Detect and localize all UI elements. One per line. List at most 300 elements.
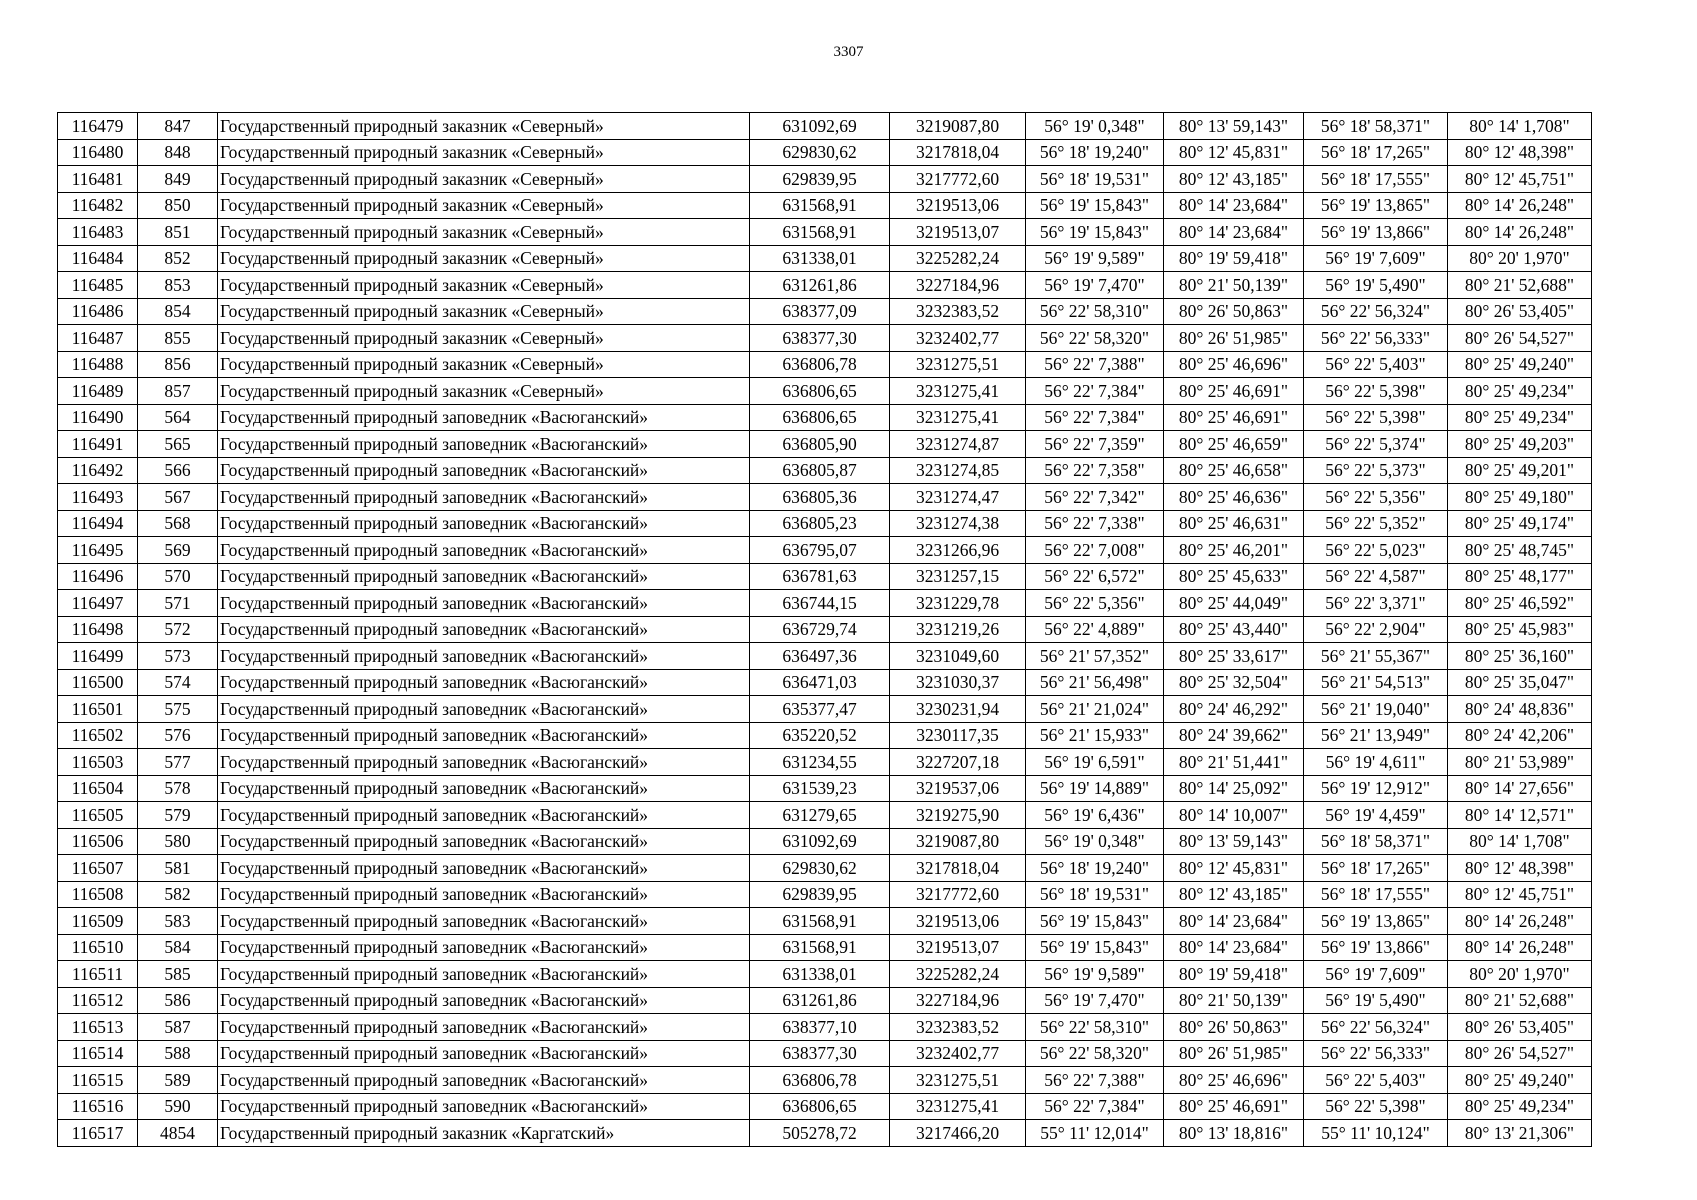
latitude-1-cell: 56° 19' 15,843" [1026,908,1164,935]
longitude-2-cell: 80° 26' 53,405" [1448,298,1592,325]
coord-x-cell: 629839,95 [750,881,890,908]
territory-name-cell: Государственный природный заповедник «Васюганский» [218,1093,750,1120]
latitude-2-cell: 56° 19' 7,609" [1304,245,1448,272]
latitude-2-cell: 56° 22' 5,023" [1304,537,1448,564]
coord-x-cell: 631568,91 [750,934,890,961]
territory-name-cell: Государственный природный заповедник «Васюганский» [218,722,750,749]
table-row [58,775,1592,802]
coord-x-cell: 636471,03 [750,669,890,696]
longitude-2-cell: 80° 25' 49,180" [1448,484,1592,511]
coord-y-cell: 3232383,52 [890,1014,1026,1041]
territory-name-cell: Государственный природный заказник «Северный» [218,298,750,325]
coord-x-cell: 636806,65 [750,1093,890,1120]
coord-y-cell: 3231229,78 [890,590,1026,617]
latitude-2-cell: 56° 22' 56,324" [1304,1014,1448,1041]
longitude-1-cell: 80° 14' 23,684" [1164,908,1304,935]
territory-name-cell: Государственный природный заповедник «Васюганский» [218,775,750,802]
coord-x-cell: 631279,65 [750,802,890,829]
coord-y-cell: 3217772,60 [890,881,1026,908]
longitude-1-cell: 80° 12' 45,831" [1164,855,1304,882]
territory-name-cell: Государственный природный заповедник «Васюганский» [218,563,750,590]
table-row [58,219,1592,246]
longitude-1-cell: 80° 25' 32,504" [1164,669,1304,696]
latitude-1-cell: 56° 19' 15,843" [1026,219,1164,246]
coord-y-cell: 3219513,06 [890,192,1026,219]
longitude-2-cell: 80° 14' 27,656" [1448,775,1592,802]
territory-name-cell: Государственный природный заповедник «Васюганский» [218,537,750,564]
coord-y-cell: 3231275,51 [890,351,1026,378]
point-number-cell: 564 [138,404,218,431]
latitude-1-cell: 56° 18' 19,531" [1026,166,1164,193]
latitude-2-cell: 56° 19' 13,865" [1304,192,1448,219]
point-number-cell: 572 [138,616,218,643]
coord-y-cell: 3231274,85 [890,457,1026,484]
longitude-1-cell: 80° 25' 46,691" [1164,1093,1304,1120]
point-number-cell: 568 [138,510,218,537]
longitude-2-cell: 80° 14' 12,571" [1448,802,1592,829]
latitude-1-cell: 56° 19' 6,436" [1026,802,1164,829]
point-number-cell: 570 [138,563,218,590]
latitude-2-cell: 56° 19' 13,866" [1304,219,1448,246]
latitude-2-cell: 56° 22' 56,324" [1304,298,1448,325]
longitude-1-cell: 80° 25' 45,633" [1164,563,1304,590]
coord-y-cell: 3230117,35 [890,722,1026,749]
territory-name-cell: Государственный природный заповедник «Васюганский» [218,1014,750,1041]
point-number-cell: 849 [138,166,218,193]
longitude-1-cell: 80° 25' 46,658" [1164,457,1304,484]
coord-y-cell: 3231030,37 [890,669,1026,696]
coord-y-cell: 3231275,51 [890,1067,1026,1094]
row-number-cell: 116516 [58,1093,138,1120]
longitude-2-cell: 80° 12' 45,751" [1448,881,1592,908]
territory-name-cell: Государственный природный заказник «Северный» [218,113,750,140]
point-number-cell: 584 [138,934,218,961]
row-number-cell: 116493 [58,484,138,511]
territory-name-cell: Государственный природный заповедник «Васюганский» [218,934,750,961]
coord-y-cell: 3217818,04 [890,855,1026,882]
point-number-cell: 571 [138,590,218,617]
point-number-cell: 854 [138,298,218,325]
table-row [58,192,1592,219]
table-row [58,457,1592,484]
longitude-1-cell: 80° 14' 25,092" [1164,775,1304,802]
longitude-2-cell: 80° 25' 49,240" [1448,351,1592,378]
territory-name-cell: Государственный природный заповедник «Васюганский» [218,669,750,696]
coord-y-cell: 3231257,15 [890,563,1026,590]
latitude-2-cell: 56° 18' 17,555" [1304,881,1448,908]
territory-name-cell: Государственный природный заповедник «Васюганский» [218,1067,750,1094]
table-row [58,616,1592,643]
longitude-1-cell: 80° 12' 45,831" [1164,139,1304,166]
latitude-2-cell: 56° 19' 12,912" [1304,775,1448,802]
coord-y-cell: 3231275,41 [890,1093,1026,1120]
point-number-cell: 856 [138,351,218,378]
longitude-2-cell: 80° 25' 45,983" [1448,616,1592,643]
row-number-cell: 116495 [58,537,138,564]
coord-y-cell: 3217818,04 [890,139,1026,166]
latitude-1-cell: 56° 18' 19,531" [1026,881,1164,908]
territory-name-cell: Государственный природный заповедник «Васюганский» [218,510,750,537]
point-number-cell: 585 [138,961,218,988]
latitude-1-cell: 56° 19' 0,348" [1026,828,1164,855]
latitude-1-cell: 56° 19' 0,348" [1026,113,1164,140]
territory-name-cell: Государственный природный заказник «Северный» [218,325,750,352]
coord-x-cell: 636744,15 [750,590,890,617]
latitude-1-cell: 56° 22' 7,384" [1026,1093,1164,1120]
coord-y-cell: 3232402,77 [890,325,1026,352]
latitude-1-cell: 56° 19' 9,589" [1026,245,1164,272]
latitude-2-cell: 56° 22' 5,398" [1304,378,1448,405]
coord-x-cell: 631261,86 [750,987,890,1014]
longitude-1-cell: 80° 14' 23,684" [1164,934,1304,961]
row-number-cell: 116499 [58,643,138,670]
longitude-1-cell: 80° 14' 10,007" [1164,802,1304,829]
coord-x-cell: 635220,52 [750,722,890,749]
coordinates-table [57,112,1592,1147]
coord-y-cell: 3232383,52 [890,298,1026,325]
row-number-cell: 116512 [58,987,138,1014]
coord-x-cell: 631539,23 [750,775,890,802]
row-number-cell: 116508 [58,881,138,908]
point-number-cell: 574 [138,669,218,696]
coord-x-cell: 638377,10 [750,1014,890,1041]
table-row [58,1067,1592,1094]
point-number-cell: 583 [138,908,218,935]
latitude-1-cell: 56° 22' 7,388" [1026,351,1164,378]
longitude-1-cell: 80° 25' 46,636" [1164,484,1304,511]
table-row [58,245,1592,272]
row-number-cell: 116510 [58,934,138,961]
coord-y-cell: 3225282,24 [890,245,1026,272]
table-row [58,881,1592,908]
table-row [58,802,1592,829]
longitude-1-cell: 80° 24' 46,292" [1164,696,1304,723]
table-row [58,855,1592,882]
latitude-2-cell: 56° 22' 56,333" [1304,1040,1448,1067]
table-row [58,272,1592,299]
row-number-cell: 116496 [58,563,138,590]
table-row [58,908,1592,935]
latitude-1-cell: 56° 22' 7,384" [1026,404,1164,431]
latitude-2-cell: 56° 22' 5,356" [1304,484,1448,511]
latitude-1-cell: 56° 22' 7,388" [1026,1067,1164,1094]
point-number-cell: 569 [138,537,218,564]
row-number-cell: 116484 [58,245,138,272]
row-number-cell: 116490 [58,404,138,431]
coord-x-cell: 636805,90 [750,431,890,458]
row-number-cell: 116505 [58,802,138,829]
point-number-cell: 580 [138,828,218,855]
latitude-1-cell: 56° 22' 4,889" [1026,616,1164,643]
longitude-1-cell: 80° 12' 43,185" [1164,166,1304,193]
latitude-2-cell: 56° 19' 4,611" [1304,749,1448,776]
latitude-2-cell: 56° 22' 3,371" [1304,590,1448,617]
longitude-1-cell: 80° 21' 50,139" [1164,987,1304,1014]
latitude-1-cell: 56° 22' 58,310" [1026,298,1164,325]
coord-x-cell: 631234,55 [750,749,890,776]
latitude-2-cell: 56° 19' 13,865" [1304,908,1448,935]
coord-x-cell: 636805,23 [750,510,890,537]
point-number-cell: 567 [138,484,218,511]
table-row [58,166,1592,193]
point-number-cell: 4854 [138,1120,218,1147]
longitude-2-cell: 80° 25' 49,174" [1448,510,1592,537]
table-row [58,378,1592,405]
row-number-cell: 116511 [58,961,138,988]
table-row [58,1040,1592,1067]
point-number-cell: 581 [138,855,218,882]
longitude-2-cell: 80° 25' 35,047" [1448,669,1592,696]
longitude-2-cell: 80° 25' 49,240" [1448,1067,1592,1094]
point-number-cell: 851 [138,219,218,246]
table-row [58,298,1592,325]
table-row [58,404,1592,431]
coord-y-cell: 3219513,07 [890,934,1026,961]
territory-name-cell: Государственный природный заповедник «Васюганский» [218,616,750,643]
longitude-1-cell: 80° 19' 59,418" [1164,961,1304,988]
page-number: 3307 [833,44,864,60]
latitude-1-cell: 56° 21' 15,933" [1026,722,1164,749]
row-number-cell: 116480 [58,139,138,166]
coord-x-cell: 636806,78 [750,1067,890,1094]
table-row [58,325,1592,352]
coord-x-cell: 629830,62 [750,139,890,166]
longitude-1-cell: 80° 13' 18,816" [1164,1120,1304,1147]
point-number-cell: 855 [138,325,218,352]
table-row [58,1014,1592,1041]
row-number-cell: 116489 [58,378,138,405]
coord-y-cell: 3231274,38 [890,510,1026,537]
coord-y-cell: 3219537,06 [890,775,1026,802]
point-number-cell: 586 [138,987,218,1014]
coord-y-cell: 3231275,41 [890,378,1026,405]
coord-x-cell: 631338,01 [750,961,890,988]
coord-x-cell: 636806,65 [750,404,890,431]
coord-y-cell: 3231266,96 [890,537,1026,564]
longitude-2-cell: 80° 25' 49,234" [1448,404,1592,431]
longitude-2-cell: 80° 20' 1,970" [1448,961,1592,988]
longitude-1-cell: 80° 25' 44,049" [1164,590,1304,617]
longitude-2-cell: 80° 25' 46,592" [1448,590,1592,617]
latitude-2-cell: 56° 22' 5,373" [1304,457,1448,484]
row-number-cell: 116514 [58,1040,138,1067]
latitude-1-cell: 56° 22' 58,320" [1026,325,1164,352]
table-row [58,749,1592,776]
table-row [58,484,1592,511]
table-row [58,1093,1592,1120]
row-number-cell: 116486 [58,298,138,325]
coord-y-cell: 3219087,80 [890,828,1026,855]
point-number-cell: 577 [138,749,218,776]
territory-name-cell: Государственный природный заповедник «Васюганский» [218,802,750,829]
coord-y-cell: 3227184,96 [890,272,1026,299]
latitude-2-cell: 56° 18' 58,371" [1304,113,1448,140]
point-number-cell: 589 [138,1067,218,1094]
table-row [58,643,1592,670]
territory-name-cell: Государственный природный заповедник «Васюганский» [218,961,750,988]
point-number-cell: 848 [138,139,218,166]
coord-x-cell: 635377,47 [750,696,890,723]
longitude-1-cell: 80° 25' 46,659" [1164,431,1304,458]
row-number-cell: 116497 [58,590,138,617]
point-number-cell: 588 [138,1040,218,1067]
row-number-cell: 116488 [58,351,138,378]
latitude-2-cell: 56° 18' 58,371" [1304,828,1448,855]
coord-x-cell: 636805,87 [750,457,890,484]
longitude-2-cell: 80° 21' 53,989" [1448,749,1592,776]
longitude-2-cell: 80° 12' 45,751" [1448,166,1592,193]
latitude-1-cell: 56° 22' 58,320" [1026,1040,1164,1067]
longitude-2-cell: 80° 14' 1,708" [1448,113,1592,140]
territory-name-cell: Государственный природный заповедник «Васюганский» [218,828,750,855]
longitude-1-cell: 80° 25' 46,691" [1164,404,1304,431]
point-number-cell: 853 [138,272,218,299]
latitude-1-cell: 56° 21' 57,352" [1026,643,1164,670]
row-number-cell: 116491 [58,431,138,458]
longitude-2-cell: 80° 14' 26,248" [1448,934,1592,961]
coord-x-cell: 638377,30 [750,325,890,352]
longitude-2-cell: 80° 14' 26,248" [1448,908,1592,935]
coord-x-cell: 636805,36 [750,484,890,511]
territory-name-cell: Государственный природный заповедник «Васюганский» [218,749,750,776]
table-row [58,351,1592,378]
latitude-2-cell: 56° 22' 5,398" [1304,404,1448,431]
latitude-1-cell: 56° 22' 7,358" [1026,457,1164,484]
longitude-2-cell: 80° 14' 1,708" [1448,828,1592,855]
row-number-cell: 116483 [58,219,138,246]
table-row [58,113,1592,140]
longitude-2-cell: 80° 14' 26,248" [1448,219,1592,246]
coord-y-cell: 3227207,18 [890,749,1026,776]
coord-x-cell: 636729,74 [750,616,890,643]
row-number-cell: 116515 [58,1067,138,1094]
latitude-2-cell: 56° 19' 13,866" [1304,934,1448,961]
row-number-cell: 116494 [58,510,138,537]
longitude-2-cell: 80° 21' 52,688" [1448,987,1592,1014]
coord-x-cell: 638377,30 [750,1040,890,1067]
point-number-cell: 579 [138,802,218,829]
longitude-1-cell: 80° 26' 51,985" [1164,1040,1304,1067]
latitude-2-cell: 56° 18' 17,265" [1304,139,1448,166]
point-number-cell: 847 [138,113,218,140]
territory-name-cell: Государственный природный заказник «Северный» [218,272,750,299]
latitude-1-cell: 56° 22' 7,008" [1026,537,1164,564]
coord-x-cell: 636497,36 [750,643,890,670]
territory-name-cell: Государственный природный заповедник «Васюганский» [218,484,750,511]
longitude-2-cell: 80° 25' 48,745" [1448,537,1592,564]
territory-name-cell: Государственный природный заказник «Северный» [218,192,750,219]
territory-name-cell: Государственный природный заповедник «Васюганский» [218,987,750,1014]
coord-x-cell: 638377,09 [750,298,890,325]
latitude-2-cell: 56° 22' 5,374" [1304,431,1448,458]
latitude-2-cell: 56° 19' 7,609" [1304,961,1448,988]
longitude-2-cell: 80° 24' 42,206" [1448,722,1592,749]
point-number-cell: 573 [138,643,218,670]
latitude-1-cell: 56° 22' 6,572" [1026,563,1164,590]
latitude-2-cell: 56° 22' 5,403" [1304,1067,1448,1094]
latitude-1-cell: 56° 22' 7,338" [1026,510,1164,537]
coord-x-cell: 636781,63 [750,563,890,590]
row-number-cell: 116517 [58,1120,138,1147]
latitude-1-cell: 56° 19' 7,470" [1026,272,1164,299]
coord-y-cell: 3217772,60 [890,166,1026,193]
latitude-2-cell: 56° 21' 55,367" [1304,643,1448,670]
latitude-1-cell: 56° 19' 14,889" [1026,775,1164,802]
table-row [58,828,1592,855]
coord-y-cell: 3230231,94 [890,696,1026,723]
row-number-cell: 116479 [58,113,138,140]
territory-name-cell: Государственный природный заповедник «Васюганский» [218,590,750,617]
point-number-cell: 582 [138,881,218,908]
latitude-2-cell: 56° 19' 4,459" [1304,802,1448,829]
territory-name-cell: Государственный природный заказник «Северный» [218,378,750,405]
table-row [58,431,1592,458]
latitude-2-cell: 56° 22' 2,904" [1304,616,1448,643]
coord-x-cell: 631092,69 [750,113,890,140]
coord-y-cell: 3232402,77 [890,1040,1026,1067]
coord-x-cell: 631092,69 [750,828,890,855]
coord-x-cell: 636806,65 [750,378,890,405]
territory-name-cell: Государственный природный заповедник «Васюганский» [218,1040,750,1067]
territory-name-cell: Государственный природный заповедник «Васюганский» [218,908,750,935]
longitude-1-cell: 80° 21' 51,441" [1164,749,1304,776]
row-number-cell: 116513 [58,1014,138,1041]
longitude-1-cell: 80° 26' 50,863" [1164,298,1304,325]
row-number-cell: 116485 [58,272,138,299]
coord-y-cell: 3231219,26 [890,616,1026,643]
latitude-2-cell: 56° 19' 5,490" [1304,987,1448,1014]
point-number-cell: 575 [138,696,218,723]
latitude-2-cell: 56° 21' 13,949" [1304,722,1448,749]
territory-name-cell: Государственный природный заповедник «Васюганский» [218,457,750,484]
row-number-cell: 116504 [58,775,138,802]
latitude-2-cell: 56° 21' 19,040" [1304,696,1448,723]
coord-y-cell: 3217466,20 [890,1120,1026,1147]
longitude-2-cell: 80° 14' 26,248" [1448,192,1592,219]
latitude-2-cell: 56° 22' 56,333" [1304,325,1448,352]
row-number-cell: 116487 [58,325,138,352]
territory-name-cell: Государственный природный заказник «Северный» [218,139,750,166]
row-number-cell: 116481 [58,166,138,193]
coord-y-cell: 3231275,41 [890,404,1026,431]
row-number-cell: 116509 [58,908,138,935]
longitude-1-cell: 80° 12' 43,185" [1164,881,1304,908]
longitude-2-cell: 80° 12' 48,398" [1448,855,1592,882]
longitude-2-cell: 80° 26' 53,405" [1448,1014,1592,1041]
coord-y-cell: 3219275,90 [890,802,1026,829]
longitude-1-cell: 80° 26' 50,863" [1164,1014,1304,1041]
table-row [58,139,1592,166]
longitude-1-cell: 80° 25' 46,696" [1164,351,1304,378]
latitude-2-cell: 56° 22' 5,352" [1304,510,1448,537]
coord-x-cell: 505278,72 [750,1120,890,1147]
latitude-1-cell: 56° 22' 7,359" [1026,431,1164,458]
coord-x-cell: 631261,86 [750,272,890,299]
longitude-1-cell: 80° 25' 43,440" [1164,616,1304,643]
point-number-cell: 587 [138,1014,218,1041]
row-number-cell: 116502 [58,722,138,749]
latitude-1-cell: 56° 22' 7,384" [1026,378,1164,405]
coord-y-cell: 3219087,80 [890,113,1026,140]
longitude-1-cell: 80° 14' 23,684" [1164,192,1304,219]
latitude-1-cell: 56° 19' 9,589" [1026,961,1164,988]
latitude-1-cell: 56° 21' 56,498" [1026,669,1164,696]
latitude-1-cell: 56° 19' 15,843" [1026,934,1164,961]
latitude-1-cell: 56° 22' 5,356" [1026,590,1164,617]
latitude-1-cell: 56° 18' 19,240" [1026,139,1164,166]
territory-name-cell: Государственный природный заказник «Каргатский» [218,1120,750,1147]
coord-y-cell: 3231049,60 [890,643,1026,670]
